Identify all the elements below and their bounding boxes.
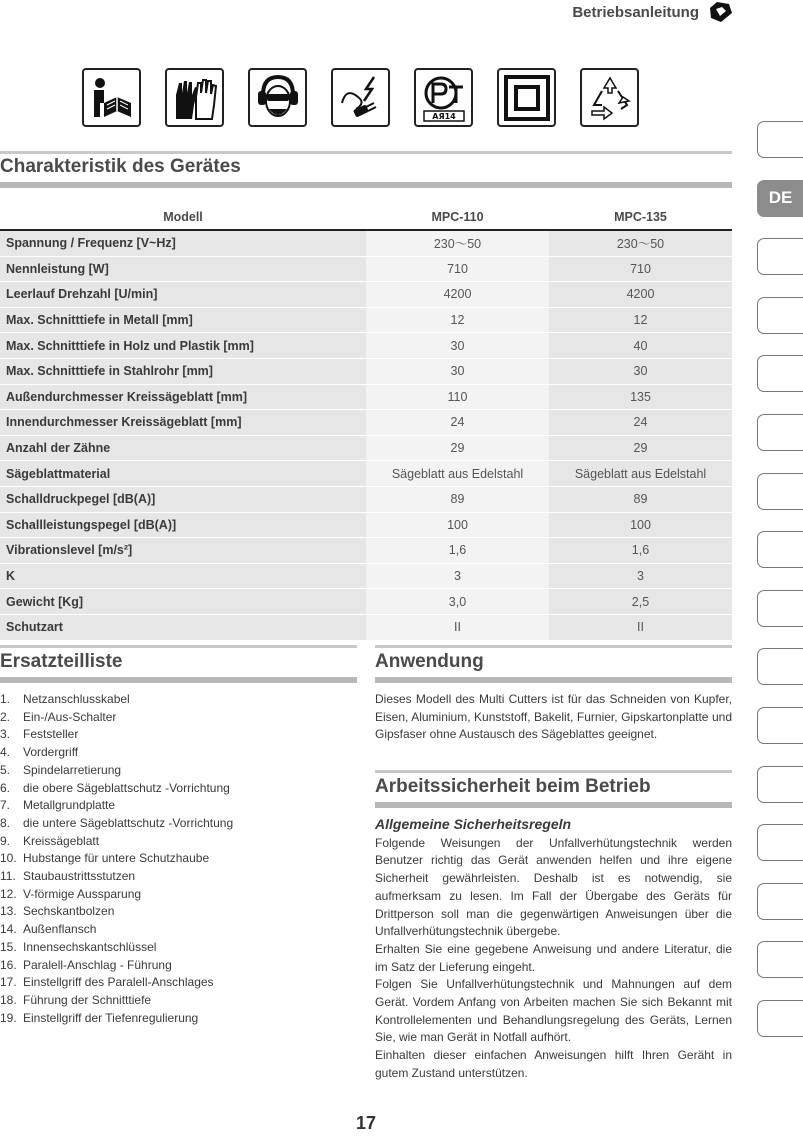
spec-value-mpc110: 100 [366, 512, 549, 538]
electric-plug-icon [331, 68, 390, 127]
spec-value-mpc135: Sägeblatt aus Edelstahl [549, 461, 732, 487]
section-rule-top [375, 645, 732, 648]
spec-value-mpc135: 230～50 [549, 230, 732, 256]
list-item-text: Sechskantbolzen [23, 904, 115, 919]
list-item [0, 992, 357, 1010]
list-item [0, 957, 357, 975]
brand-logo-icon [707, 0, 733, 24]
parts-list-container [0, 691, 357, 1027]
spec-table-row [0, 461, 732, 487]
list-item-number: 11. [0, 869, 16, 884]
spec-value-mpc135: 4200 [549, 282, 732, 308]
parts-list [0, 691, 357, 1027]
list-item-text: Einstellgriff der Tiefenregulierung [23, 1010, 199, 1025]
column-header-mpc135: MPC-135 [549, 204, 732, 230]
list-item-number: 13. [0, 904, 17, 919]
section-rule-bottom [0, 677, 357, 683]
spec-table-row [0, 358, 732, 384]
spec-value-mpc110: II [366, 614, 549, 640]
spec-table-row [0, 256, 732, 282]
list-item-number: 4. [0, 745, 11, 760]
list-item [0, 709, 357, 727]
spec-value-mpc110: 30 [366, 333, 549, 359]
page-number: 17 [355, 1113, 377, 1133]
spec-row-label: Nennleistung [W] [0, 256, 366, 282]
list-item [0, 833, 357, 851]
spec-value-mpc135: 12 [549, 307, 732, 333]
spec-value-mpc110: 24 [366, 410, 549, 436]
list-item [0, 744, 357, 762]
section-rule-top [375, 770, 732, 773]
manual-header-title: Betriebsanleitung [572, 4, 699, 21]
recycling-icon [580, 68, 639, 127]
spec-value-mpc135: 1,6 [549, 538, 732, 564]
list-item-number: 8. [0, 815, 11, 830]
list-item-text: die obere Sägeblattschutz -Vorrichtung [23, 780, 230, 795]
list-item-text: Außenflansch [23, 922, 97, 937]
spec-row-label: Max. Schnitttiefe in Holz und Plastik [mm] [0, 333, 366, 359]
spec-table [0, 204, 732, 641]
spec-row-label: Max. Schnitttiefe in Stahlrohr [mm] [0, 358, 366, 384]
spec-table-row [0, 512, 732, 538]
language-tab[interactable] [757, 238, 803, 275]
language-tab[interactable] [757, 355, 803, 392]
spec-section-title: Charakteristik des Gerätes [0, 156, 241, 177]
list-item-number: 6. [0, 780, 11, 795]
list-item-text: Netzanschlusskabel [23, 692, 130, 706]
spec-value-mpc135: II [549, 614, 732, 640]
list-item [0, 903, 357, 921]
language-tab[interactable] [757, 883, 803, 920]
safety-subtitle: Allgemeine Sicherheitsregeln [375, 816, 572, 832]
spec-value-mpc110: 30 [366, 358, 549, 384]
anwendung-title: Anwendung [375, 651, 484, 672]
list-item-text: Innensechskantschlüssel [23, 939, 157, 954]
spec-row-label: Anzahl der Zähne [0, 435, 366, 461]
language-tab[interactable] [757, 1000, 803, 1037]
spec-table-row [0, 230, 732, 256]
list-item-number: 12. [0, 886, 17, 901]
list-item-number: 18. [0, 992, 17, 1007]
spec-table-row [0, 538, 732, 564]
spec-table-row [0, 307, 732, 333]
spec-value-mpc110: 1,6 [366, 538, 549, 564]
spec-row-label: Außendurchmesser Kreissägeblatt [mm] [0, 384, 366, 410]
language-tab[interactable] [757, 414, 803, 451]
spec-value-mpc110: 89 [366, 486, 549, 512]
list-item [0, 762, 357, 780]
list-item-number: 19. [0, 1010, 17, 1025]
spec-row-label: Vibrationslevel [m/s²] [0, 538, 366, 564]
language-tab[interactable] [757, 531, 803, 568]
list-item [0, 850, 357, 868]
spec-value-mpc135: 24 [549, 410, 732, 436]
language-tab[interactable] [757, 941, 803, 978]
safety-paragraph: Erhalten Sie eine gegebene Anweisung und andere Literatur, die im Satz der Lieferung eingeht. [375, 941, 732, 974]
safety-text-block [375, 816, 732, 1083]
pct-certification-icon [414, 68, 473, 127]
spec-table-row [0, 486, 732, 512]
safety-paragraph: Folgen Sie Unfallverhütungstechnik und Mahnungen auf dem Gerät. Vordem Anfang von Arbeiten machen Sie sich Bekannt mit Kontrollelementen und Behandlungsregelung des Geräts, Lernen Sie, wie man Gerät in Notfall aufhört. [375, 977, 732, 1045]
list-item [0, 797, 357, 815]
spec-table-row [0, 563, 732, 589]
section-rule-top [0, 151, 732, 154]
list-item [0, 780, 357, 798]
spec-value-mpc110: 230～50 [366, 230, 549, 256]
spec-value-mpc135: 29 [549, 435, 732, 461]
list-item-text: Vordergriff [23, 745, 79, 760]
spec-value-mpc135: 40 [549, 333, 732, 359]
spec-row-label: Spannung / Frequenz [V~Hz] [0, 230, 366, 256]
list-item-number: 3. [0, 727, 11, 742]
spec-value-mpc110: 4200 [366, 282, 549, 308]
spec-value-mpc110: 3 [366, 563, 549, 589]
spec-value-mpc110: 12 [366, 307, 549, 333]
safety-icons-row [82, 68, 639, 127]
list-item-text: Metallgrundplatte [23, 798, 116, 813]
spec-table-row [0, 384, 732, 410]
spec-table-row [0, 435, 732, 461]
spec-table-row [0, 614, 732, 640]
spec-value-mpc135: 135 [549, 384, 732, 410]
spec-table-row [0, 282, 732, 308]
list-item-text: V-förmige Aussparung [23, 886, 142, 901]
language-tab-de[interactable]: DE [757, 180, 803, 217]
language-tab[interactable] [757, 473, 803, 510]
language-tab[interactable] [757, 590, 803, 627]
spec-value-mpc110: 29 [366, 435, 549, 461]
column-header-mpc110: MPC-110 [366, 204, 549, 230]
list-item [0, 868, 357, 886]
spec-value-mpc135: 30 [549, 358, 732, 384]
safety-paragraph: Folgende Weisungen der Unfallverhütungstechnik werden Benutzer richtig das Gerät anwenden helfen und ihre eigene Sicherheit gewährleisten. Deshalb ist es notwendig, sie aufmerksam zu lesen. Im Fall der Übergabe des Geräts für Drittperson soll man die gegenwärtigen Anweisungen über die Unfallverhütungstechnik übergebe. [375, 835, 732, 939]
safety-section-title: Arbeitssicherheit beim Betrieb [375, 776, 651, 797]
list-item-number: 10. [0, 851, 17, 866]
safety-paragraph: Einhalten dieser einfachen Anweisungen hilft Ihren Geräht in gutem Zustand unterstützen. [375, 1048, 732, 1080]
parts-section-title: Ersatzteilliste [0, 651, 123, 672]
list-item-number: 9. [0, 833, 11, 848]
spec-row-label: Gewicht [Kg] [0, 589, 366, 615]
column-header-model: Modell [0, 204, 366, 230]
section-rule-top [0, 645, 357, 648]
manual-reading-icon [82, 68, 141, 127]
spec-value-mpc135: 2,5 [549, 589, 732, 615]
list-item [0, 1010, 357, 1028]
spec-value-mpc135: 710 [549, 256, 732, 282]
list-item-text: Paralell-Anschlag - Führung [23, 957, 172, 972]
list-item-number: 15. [0, 939, 17, 954]
language-tab[interactable] [757, 648, 803, 685]
spec-value-mpc110: Sägeblatt aus Edelstahl [366, 461, 549, 487]
list-item [0, 974, 357, 992]
list-item [0, 886, 357, 904]
double-insulation-icon [497, 68, 556, 127]
list-item-text: Kreissägeblatt [23, 833, 100, 848]
list-item-number: 17. [0, 975, 17, 990]
spec-table-row [0, 589, 732, 615]
spec-row-label: K [0, 563, 366, 589]
list-item [0, 939, 357, 957]
spec-value-mpc135: 89 [549, 486, 732, 512]
spec-row-label: Schalldruckpegel [dB(A)] [0, 486, 366, 512]
spec-value-mpc110: 110 [366, 384, 549, 410]
list-item-number: 2. [0, 709, 11, 724]
spec-table-header [0, 204, 732, 230]
list-item-text: Feststeller [23, 727, 79, 742]
list-item [0, 691, 357, 709]
list-item-number: 7. [0, 798, 11, 813]
list-item-text: Staubaustrittsstutzen [23, 869, 136, 884]
spec-table-row [0, 333, 732, 359]
list-item-text: Spindelarretierung [23, 762, 122, 777]
list-item-number: 14. [0, 922, 17, 937]
spec-row-label: Schallleistungspegel [dB(A)] [0, 512, 366, 538]
ear-eye-protection-icon [248, 68, 307, 127]
section-rule-bottom [0, 182, 732, 188]
list-item-text: Führung der Schnitttiefe [23, 992, 152, 1007]
anwendung-text: Dieses Modell des Multi Cutters ist für das Schneiden von Kupfer, Eisen, Aluminium, Kunststoff, Bakelit, Furnier, Gipskartonplatte und Gipsfaser ohne Austausch des Sägeblattes geeignet. [375, 692, 732, 742]
list-item-text: Hubstange für untere Schutzhaube [23, 851, 210, 866]
spec-value-mpc110: 710 [366, 256, 549, 282]
spec-row-label: Schutzart [0, 614, 366, 640]
spec-row-label: Max. Schnitttiefe in Metall [mm] [0, 307, 366, 333]
list-item [0, 815, 357, 833]
language-tab[interactable] [757, 824, 803, 861]
spec-value-mpc110: 3,0 [366, 589, 549, 615]
list-item-number: 5. [0, 762, 11, 777]
list-item [0, 726, 357, 744]
section-rule-bottom [375, 677, 732, 683]
list-item-text: Einstellgriff des Paralell-Anschlages [23, 975, 214, 990]
list-item-text: Ein-/Aus-Schalter [23, 709, 117, 724]
spec-table-row [0, 410, 732, 436]
language-tab[interactable] [757, 707, 803, 744]
language-tab[interactable] [757, 766, 803, 803]
gloves-icon [165, 68, 224, 127]
list-item-number: 1. [0, 692, 11, 706]
spec-value-mpc135: 3 [549, 563, 732, 589]
spec-row-label: Sägeblattmaterial [0, 461, 366, 487]
language-tab[interactable] [757, 297, 803, 334]
list-item [0, 921, 357, 939]
language-tab[interactable] [757, 121, 803, 158]
spec-row-label: Innendurchmesser Kreissägeblatt [mm] [0, 410, 366, 436]
section-rule-bottom [375, 802, 732, 808]
spec-value-mpc135: 100 [549, 512, 732, 538]
certification-mark-text: АЯ14 [431, 111, 456, 121]
list-item-number: 16. [0, 957, 17, 972]
spec-row-label: Leerlauf Drehzahl [U/min] [0, 282, 366, 308]
list-item-text: die untere Sägeblattschutz -Vorrichtung [23, 815, 234, 830]
